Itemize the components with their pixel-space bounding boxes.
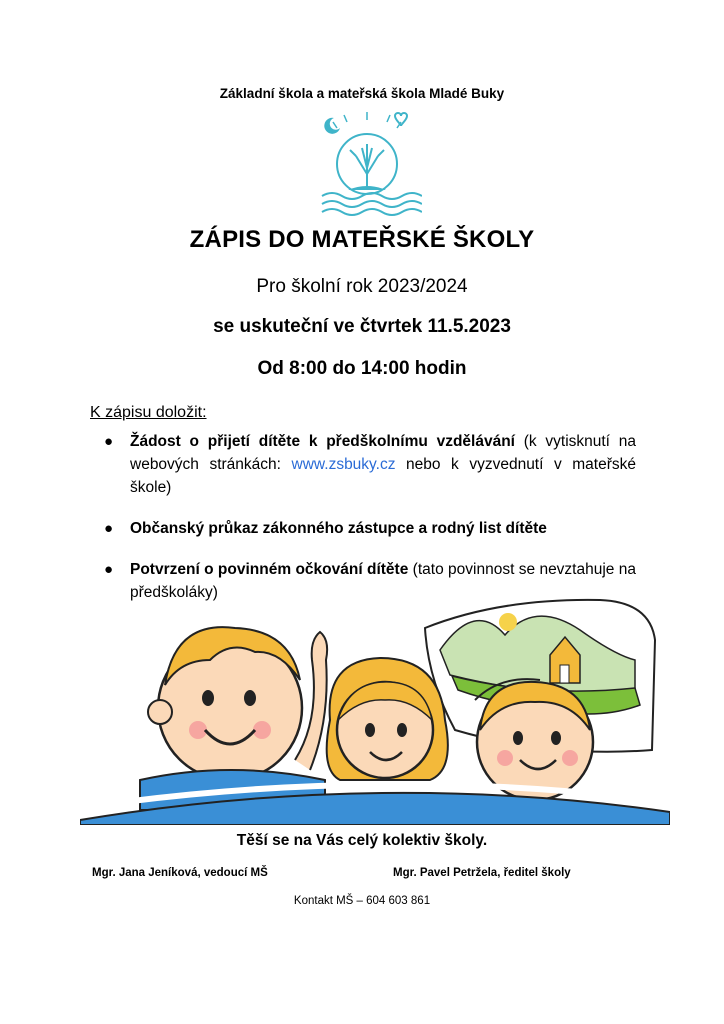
requirement-bold: Žádost o přijetí dítěte k předškolnímu vzdělávání	[130, 433, 515, 450]
enrollment-hours: Od 8:00 do 14:00 hodin	[257, 358, 467, 379]
requirements-heading: K zápisu doložit:	[90, 404, 207, 421]
girl-middle-icon	[327, 658, 448, 780]
list-item	[104, 430, 636, 499]
requirement-bold: Občanský průkaz zákonného zástupce a rodný list dítěte	[130, 520, 547, 537]
requirement-text: (tato povinnost se nevztahuje na předškoláky)	[130, 561, 636, 601]
school-year: Pro školní rok 2023/2024	[256, 276, 468, 297]
bullet-icon: ●	[104, 520, 114, 537]
school-name: Základní škola a mateřská škola Mladé Buky	[219, 86, 505, 101]
requirement-text: (k vytisknutí na webových stránkách:	[130, 433, 636, 473]
bullet-icon: ●	[104, 561, 114, 578]
boy-left-icon	[140, 627, 327, 810]
requirement-text: nebo k vyzvednutí v mateřské škole)	[130, 456, 637, 496]
page-title: ZÁPIS DO MATEŘSKÉ ŠKOLY	[189, 226, 535, 253]
children-illustration	[80, 580, 670, 825]
school-logo-tree-icon	[312, 104, 422, 220]
website-link[interactable]: www.zsbuky.cz	[291, 456, 396, 473]
requirement-bold: Potvrzení o povinném očkování dítěte	[130, 561, 409, 578]
enrollment-date: se uskuteční ve čtvrtek 11.5.2023	[213, 316, 511, 337]
signature-left: Mgr. Jana Jeníková, vedoucí MŠ	[92, 867, 268, 879]
bullet-icon: ●	[104, 433, 114, 450]
list-item	[104, 517, 636, 540]
contact-info: Kontakt MŠ – 604 603 861	[293, 895, 431, 907]
signature-right: Mgr. Pavel Petržela, ředitel školy	[393, 867, 571, 879]
closing-message: Těší se na Vás celý kolektiv školy.	[236, 832, 488, 849]
boy-right-icon	[475, 679, 593, 800]
